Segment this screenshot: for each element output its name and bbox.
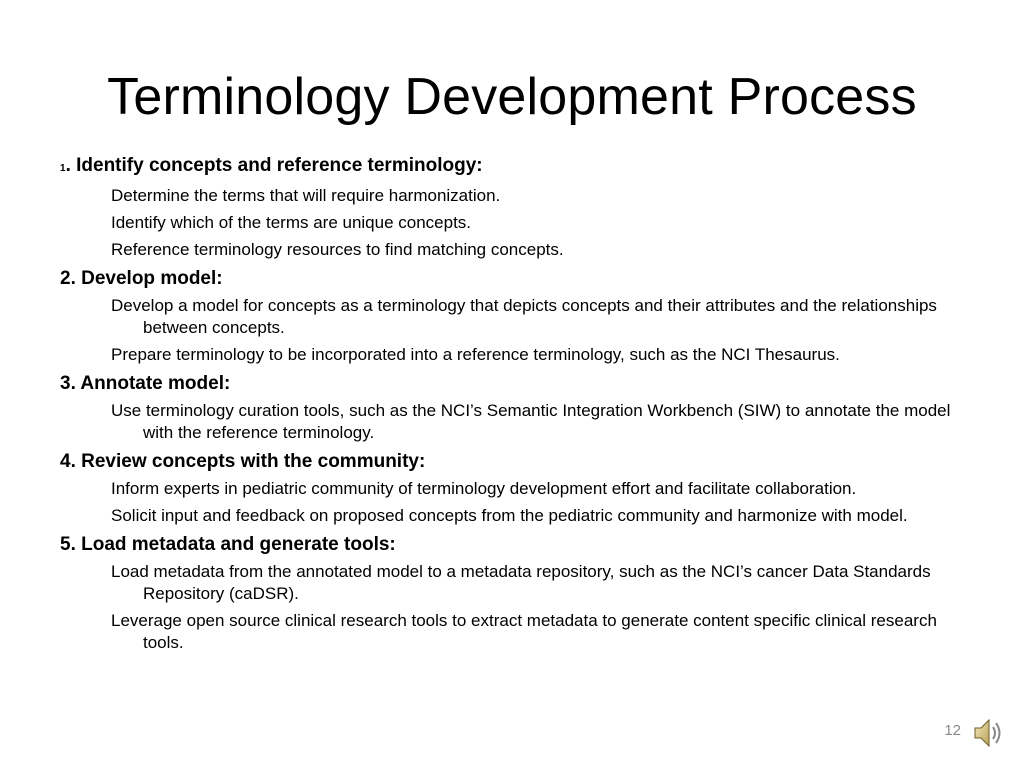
bullet-item: Use terminology curation tools, such as the NCI’s Semantic Integration Workbench (SIW) to annotate the model with the reference terminology. (111, 401, 951, 442)
bullet-item: Determine the terms that will require harmonization. (111, 186, 501, 205)
page-number: 12 (944, 722, 961, 739)
section-heading: 4. Review concepts with the community: (60, 451, 426, 472)
bullet-item: Reference terminology resources to find matching concepts. (111, 240, 564, 259)
slide-content (60, 148, 960, 659)
bullet-item: Solicit input and feedback on proposed concepts from the pediatric community and harmonize with model. (111, 506, 908, 525)
bullet-item: Load metadata from the annotated model to a metadata repository, such as the NCI’s cancer Data Standards Repository (caDSR). (111, 562, 931, 603)
bullet-item: Develop a model for concepts as a terminology that depicts concepts and their attributes and the relationships between concepts. (111, 296, 937, 337)
section-heading: 5. Load metadata and generate tools: (60, 534, 396, 555)
bullet-item: Prepare terminology to be incorporated into a reference terminology, such as the NCI Thesaurus. (111, 345, 840, 364)
section-heading: 2. Develop model: (60, 268, 223, 289)
bullet-item: Leverage open source clinical research tools to extract metadata to generate content specific clinical research tools. (111, 611, 937, 652)
section-heading-text: . Identify concepts and reference terminology: (65, 155, 483, 176)
section-heading: 3. Annotate model: (60, 373, 231, 394)
speaker-icon[interactable] (972, 716, 1004, 750)
slide-title: Terminology Development Process (107, 68, 917, 126)
section-number: 1 (60, 163, 66, 174)
bullet-item: Identify which of the terms are unique concepts. (111, 213, 472, 232)
bullet-item: Inform experts in pediatric community of terminology development effort and facilitate collaboration. (111, 479, 857, 498)
section-heading (60, 154, 960, 180)
